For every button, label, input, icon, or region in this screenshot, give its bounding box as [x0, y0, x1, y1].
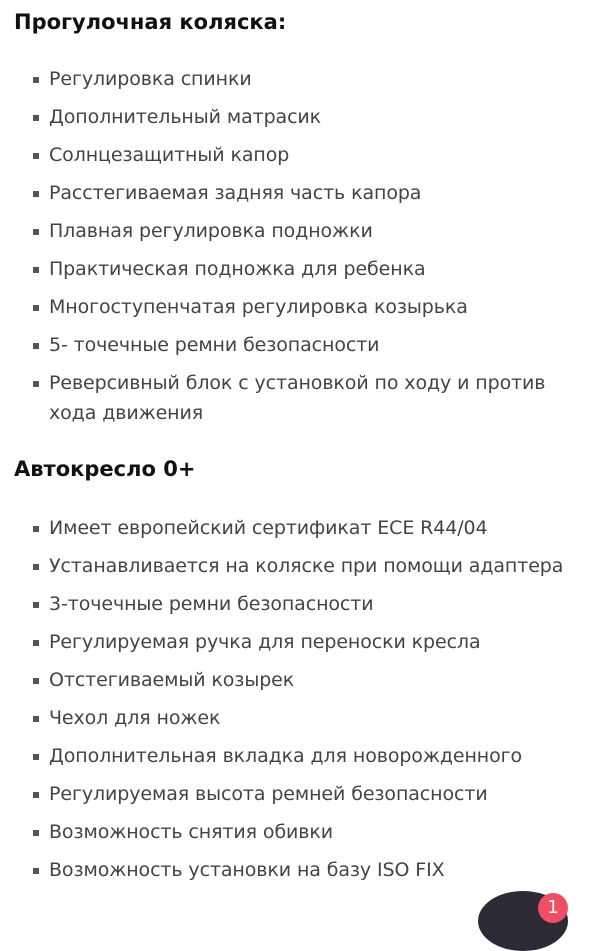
chat-notification-badge[interactable]: 1: [538, 893, 568, 923]
list-item: Отстегиваемый козырек: [0, 665, 600, 695]
list-item: Плавная регулировка подножки: [0, 216, 600, 246]
list-item: 5- точечные ремни безопасности: [0, 330, 600, 360]
list-item: 3-точечные ремни безопасности: [0, 589, 600, 619]
list-item: Практическая подножка для ребенка: [0, 254, 600, 284]
feature-list-car-seat: [0, 513, 600, 893]
bullet-icon: [33, 343, 39, 349]
feature-list-stroller: [0, 64, 600, 436]
bullet-icon: [33, 868, 39, 874]
bullet-icon: [33, 602, 39, 608]
list-item: Имеет европейский сертификат ECE R44/04: [0, 513, 600, 543]
bullet-icon: [33, 640, 39, 646]
bullet-icon: [33, 305, 39, 311]
list-item: Регулировка спинки: [0, 64, 600, 94]
list-item: Регулируемая ручка для переноски кресла: [0, 627, 600, 657]
bullet-icon: [33, 115, 39, 121]
list-item: Регулируемая высота ремней безопасности: [0, 779, 600, 809]
bullet-icon: [33, 153, 39, 159]
bullet-icon: [33, 754, 39, 760]
bullet-icon: [33, 716, 39, 722]
bullet-icon: [33, 678, 39, 684]
list-item: Солнцезащитный капор: [0, 140, 600, 170]
list-item: Многоступенчатая регулировка козырька: [0, 292, 600, 322]
list-item: Дополнительный матрасик: [0, 102, 600, 132]
bullet-icon: [33, 77, 39, 83]
bullet-icon: [33, 526, 39, 532]
section-title-stroller: Прогулочная коляска:: [14, 10, 287, 34]
bullet-icon: [33, 267, 39, 273]
bullet-icon: [33, 381, 39, 387]
list-item: Возможность снятия обивки: [0, 817, 600, 847]
bullet-icon: [33, 792, 39, 798]
list-item: Реверсивный блок с установкой по ходу и против хода движения: [0, 368, 600, 428]
section-title-car-seat: Автокресло 0+: [14, 457, 196, 481]
bullet-icon: [33, 229, 39, 235]
list-item: Чехол для ножек: [0, 703, 600, 733]
list-item: Дополнительная вкладка для новорожденного: [0, 741, 600, 771]
bullet-icon: [33, 564, 39, 570]
list-item: Устанавливается на коляске при помощи адаптера: [0, 551, 600, 581]
bullet-icon: [33, 830, 39, 836]
list-item: Расстегиваемая задняя часть капора: [0, 178, 600, 208]
bullet-icon: [33, 191, 39, 197]
list-item: Возможность установки на базу ISO FIX: [0, 855, 600, 885]
